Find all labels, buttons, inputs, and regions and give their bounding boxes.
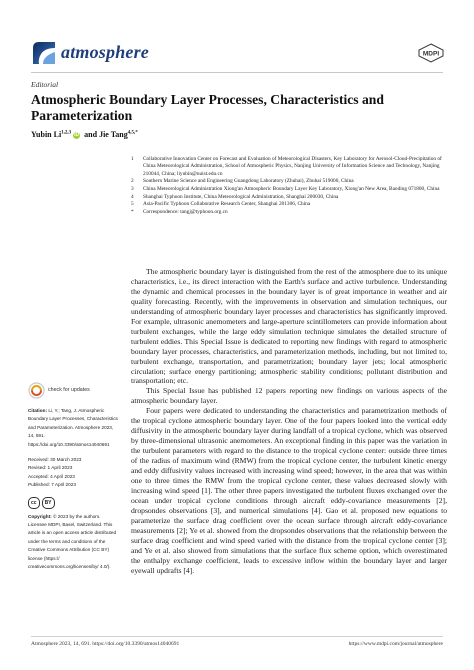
received-date: Received: 30 March 2023 [28,457,82,463]
copyright-label: Copyright: [28,513,52,519]
affiliation-item: 3 China Meteorological Administration Xiong'an Atmospheric Boundary Layer Key Laboratory, Xiong'an New Area, Baoding 071800, China [131,185,440,192]
check-updates-label: check for updates [48,387,90,394]
body-paragraph-1: The atmospheric boundary layer is distinguished from the rest of the atmosphere due to its unique characteristics, i.e., its direct interaction with the Earth's surface and active turbulence. Understanding the dynamic and chemical processes in the boundary layer is of great importance in weather and air quality forecasting. Recently, with the improvements in observation and simulation techniques, our understanding of atmospheric boundary layer processes and characteristics has significantly improved. For example, ultrasonic anemometers and large-aperture scintillometers can provide information about turbulent exchanges, while the large eddy simulation technique simulates the detailed structure of turbulent eddies. This Special Issue is dedicated to reporting new findings with regard to atmospheric boundary layer processes, characteristics, and parameterization methods, including, but not limited to, turbulent exchange, transportation, and parametrization; boundary layer jets; local atmospheric circulation; surface energy partitioning; atmospheric stability conditions; pollutant distribution and transportation; etc. [131,267,447,386]
body-paragraph-3: Four papers were dedicated to understanding the characteristics and parametrization methods of the tropical cyclone atmospheric boundary layer. One of the four papers looked into the vertical eddy diffusivity in the atmospheric boundary layer during landfall of a tropical cyclone, which was observed by three-dimensional ultrasonic anemometers. An exceptional finding in this paper was the variation in the turbulent parameters with regard to the distance to the tropical cyclone center: outside three times of the radius of maximum wind (RMW) from the tropical cyclone center, the turbulent kinetic energy and eddy diffusivity values increased with increasing wind speed; however, in the area that was within one to three times the RMW from the tropical cyclone center, these values decreased slowly with increasing wind speed [1]. The other three papers investigated the turbulent fluxes exchanged over the ocean under tropical cyclone conditions through aircraft eddy-covariance measurements [2], dropsondes observations [3], and numerical simulations [4]. Gao et al. proposed new equations to parameterize the surface drag coefficient over the ocean surface through aircraft eddy-covariance measurements [2]; Ye et al. showed from the dropsondes observations that the relationship between the surface drag coefficient and wind speed varied with the distance from the tropical cyclone center [3]; and Ye et al. also showed from simulations that the surface flux scheme option, which overestimated the enthalpy exchange coefficient, leads to excessive inflow within the boundary layer and larger eyewall updrafts [4]. [131,406,447,575]
affiliation-item: 4 Shanghai Typhoon Institute, China Meteorological Administration, Shanghai 200030, China [131,193,339,200]
cc-license-badge[interactable] [28,497,118,509]
revised-date: Revised: 1 April 2023 [28,465,73,471]
header-divider [31,72,443,73]
article-body [131,267,447,576]
footer-journal-url[interactable]: https://www.mdpi.com/journal/atmosphere [348,641,443,647]
article-info-sidebar [28,382,118,579]
author-2-name: and Jie Tang [84,130,128,139]
published-date: Published: 7 April 2023 [28,482,76,488]
mdpi-logo-icon[interactable] [418,43,444,63]
dates-block [28,456,118,490]
publisher-name: MDPI [422,50,440,58]
journal-logo-icon [31,40,57,66]
footer-citation[interactable]: Atmosphere 2023, 14, 691. https://doi.org/10.3390/atmos14040691 [31,641,180,647]
citation-text: Li, Y.; Tang, J. Atmospheric Boundary Layer Processes, Characteristics and Parameterization. Atmosphere 2023, 14, 691. https://doi.org/10.3390/atmos14040691 [28,408,118,447]
correspondence[interactable]: * Correspondence: tangj@typhoon.org.cn [131,209,228,216]
footer-divider [31,636,443,637]
author-2-affil: 4,5,* [127,130,138,136]
author-1-name: Yubin Li [31,130,62,139]
affiliation-item: 1 Collaborative Innovation Center on Forecast and Evaluation of Meteorological Disasters, Key Laboratory for Aerosol-Cloud-Precipitation of China Meteorological Administration, School of Atmospheric Physics, Nanjing University of Information Science and Technology, Nanjing 210044, China; liyubin@nuist.edu.cn [131,156,442,177]
affiliations [131,156,446,217]
article-title: Atmospheric Boundary Layer Processes, Characteristics and Parameterization [31,92,384,123]
cc-icon: cc [28,497,40,509]
copyright-text: © 2023 by the authors. Licensee MDPI, Basel, Switzerland. This article is an open access article distributed under the terms and conditions of the Creative Commons Attribution (CC BY) license (https:// creativecommons.org/licenses/by/ 4.0/). [28,513,117,570]
copyright-block [28,513,118,572]
accepted-date: Accepted: 4 April 2023 [28,473,75,479]
citation-label: Citation: [28,408,48,413]
author-1-affil: 1,2,3 [61,130,72,136]
affiliation-item: 2 Southern Marine Science and Engineering Guangdong Laboratory (Zhuhai), Zhuhai 519000, China [131,178,354,185]
orcid-icon[interactable]: iD [74,131,80,138]
check-for-updates-button[interactable] [28,382,118,399]
article-type: Editorial [31,80,59,89]
body-paragraph-2: This Special Issue has published 12 papers reporting new findings on various aspects of the atmospheric boundary layer. [131,386,447,406]
affiliation-item: 5 Asia-Pacific Typhoon Collaborative Research Center, Shanghai 201306, China [131,201,311,208]
check-updates-icon [28,382,45,399]
by-icon: BY [42,497,55,509]
citation-block [28,407,118,449]
journal-name[interactable]: atmosphere [61,42,150,62]
author-list [31,130,138,139]
